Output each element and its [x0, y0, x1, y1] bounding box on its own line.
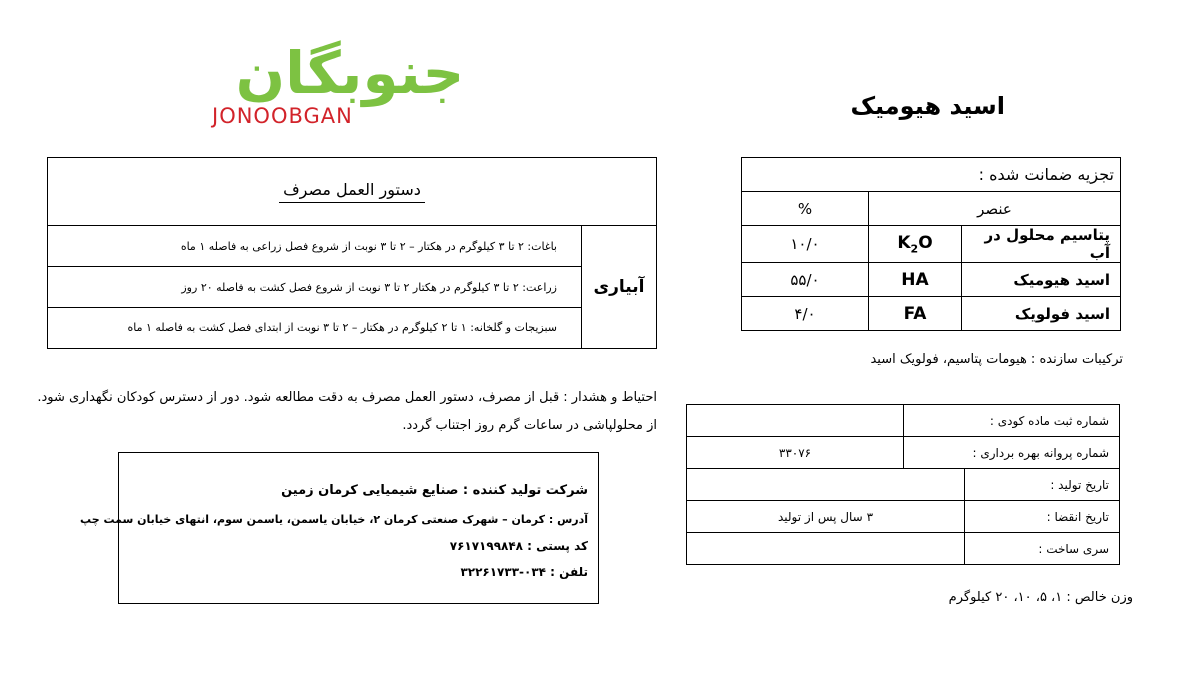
- analysis-title-row: [742, 158, 1121, 192]
- usage-instructions-box: [47, 157, 657, 349]
- brand-logo: [210, 38, 490, 133]
- registration-table: [686, 404, 1120, 565]
- analysis-header-element: عنصر: [869, 192, 1121, 226]
- registration-value: [687, 533, 965, 565]
- logo-latin-text: JONOOBGAN: [212, 104, 353, 128]
- registration-row: [687, 405, 1120, 437]
- guaranteed-analysis-table: [741, 157, 1121, 331]
- usage-method-label: آبیاری: [593, 277, 645, 297]
- registration-row: [687, 501, 1120, 533]
- net-weight-text: وزن خالص : ۱، ۵، ۱۰، ۲۰ کیلوگرم: [948, 590, 1133, 605]
- warning-line-2: از محلولپاشی در ساعات گرم روز اجتناب گردد.: [402, 418, 657, 433]
- manufacturer-name: شرکت تولید کننده : صنایع شیمیایی کرمان زمین: [281, 483, 588, 498]
- logo-persian-text: جنوبگان: [235, 39, 465, 107]
- analysis-header-percent: %: [742, 192, 869, 226]
- analysis-title: تجزیه ضمانت شده :: [742, 158, 1121, 192]
- analysis-symbol: $K_2O$: [869, 226, 962, 263]
- registration-value: ۳ سال پس از تولید: [687, 501, 965, 533]
- composition-text: ترکیبات سازنده : هیومات پتاسیم، فولویک اسید: [870, 352, 1123, 367]
- analysis-value: ۵۵/۰: [742, 263, 869, 297]
- registration-label: شماره ثبت ماده کودی :: [904, 405, 1120, 437]
- analysis-row: [742, 297, 1121, 331]
- usage-title-row: [48, 158, 656, 226]
- registration-value: [687, 405, 904, 437]
- usage-row-vegetables: سبزیجات و گلخانه: ۱ تا ۲ کیلوگرم در هکتار – ۲ تا ۳ نوبت از ابتدای فصل کشت به فاصله ۱ ماه: [127, 321, 557, 334]
- registration-label: شماره پروانه بهره برداری :: [904, 437, 1120, 469]
- analysis-symbol: HA: [869, 263, 962, 297]
- manufacturer-box: [80, 452, 599, 604]
- registration-value: [687, 469, 965, 501]
- analysis-name: اسید فولویک: [962, 297, 1121, 331]
- registration-row: [687, 533, 1120, 565]
- product-title: اسید هیومیک: [850, 92, 1005, 120]
- registration-label: تاریخ تولید :: [965, 469, 1120, 501]
- usage-row-farming: زراعت: ۲ تا ۳ کیلوگرم در هکتار ۲ تا ۳ نوبت از شروع فصل کشت به فاصله ۲۰ روز: [48, 267, 581, 308]
- manufacturer-phone: تلفن : ۰۳۴-۳۲۲۶۱۷۳۳: [460, 565, 588, 579]
- registration-value: ۳۳۰۷۶: [687, 437, 904, 469]
- registration-label: سری ساخت :: [965, 533, 1120, 565]
- analysis-symbol: FA: [869, 297, 962, 331]
- usage-method-cell: [581, 226, 656, 348]
- usage-title: دستور العمل مصرف: [279, 180, 425, 203]
- analysis-row: [742, 226, 1121, 263]
- registration-row: [687, 437, 1120, 469]
- usage-row-orchards: باغات: ۲ تا ۳ کیلوگرم در هکتار – ۲ تا ۳ نوبت از شروع فصل زراعی به فاصله ۱ ماه: [48, 226, 581, 267]
- analysis-name: پتاسیم محلول در آب: [962, 226, 1121, 263]
- analysis-header-row: [742, 192, 1121, 226]
- registration-row: [687, 469, 1120, 501]
- warning-line-1: احتیاط و هشدار : قبل از مصرف، دستور العمل مصرف به دقت مطالعه شود. دور از دسترس کودکان نگهداری شود.: [37, 390, 657, 405]
- analysis-value: ۴/۰: [742, 297, 869, 331]
- analysis-value: ۱۰/۰: [742, 226, 869, 263]
- manufacturer-address: آدرس : کرمان – شهرک صنعتی کرمان ۲، خیابان یاسمن، یاسمن سوم، انتهای خیابان سمت چپ: [80, 513, 588, 526]
- analysis-row: [742, 263, 1121, 297]
- manufacturer-postal-code: کد پستی : ۷۶۱۷۱۹۹۸۴۸: [449, 539, 588, 553]
- analysis-name: اسید هیومیک: [962, 263, 1121, 297]
- registration-label: تاریخ انقضا :: [965, 501, 1120, 533]
